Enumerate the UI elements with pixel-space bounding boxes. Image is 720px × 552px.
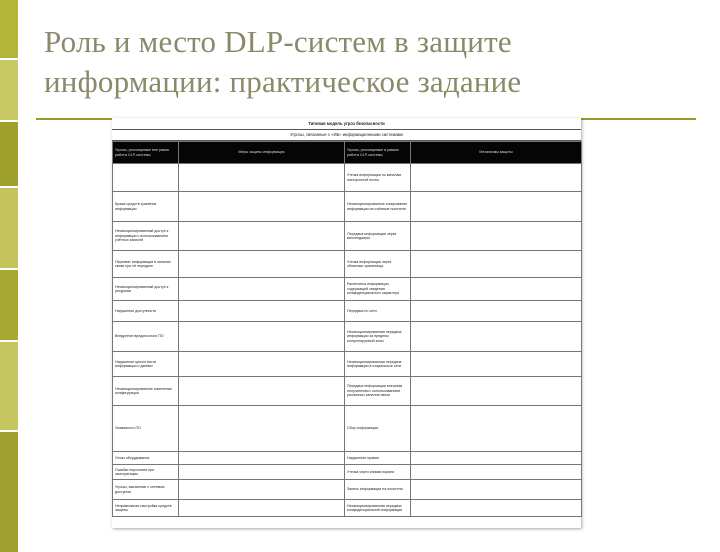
table-cell bbox=[179, 192, 345, 222]
table-row bbox=[113, 164, 582, 192]
table-cell bbox=[179, 465, 345, 480]
table-cell bbox=[179, 352, 345, 377]
table-cell: Несанкционированный доступ к информации с использованием учётных записей bbox=[113, 222, 179, 251]
slide-title bbox=[44, 22, 684, 102]
table-cell: Утечка через снимки экрана bbox=[345, 465, 411, 480]
table-row bbox=[113, 278, 582, 301]
table-row bbox=[113, 452, 582, 465]
embedded-document bbox=[112, 118, 581, 528]
table-cell: Уязвимости ПО bbox=[113, 406, 179, 452]
sidebar-segment bbox=[0, 342, 18, 430]
table-cell bbox=[179, 278, 345, 301]
table-row bbox=[113, 251, 582, 278]
table-cell: Отказ оборудования bbox=[113, 452, 179, 465]
table-row bbox=[113, 222, 582, 251]
table-cell: Нарушение доступности bbox=[113, 301, 179, 322]
table-cell: Утечка информации через облачные хранилища bbox=[345, 251, 411, 278]
table-cell: Несанкционированное изменение конфигурации bbox=[113, 377, 179, 406]
sidebar-segment bbox=[0, 0, 18, 58]
table-cell bbox=[411, 192, 582, 222]
table-row bbox=[113, 480, 582, 500]
header-cell: Угрозы, реализуемые в рамках работы DLP-системы bbox=[345, 142, 411, 164]
table-cell: Внедрение вредоносного ПО bbox=[113, 322, 179, 352]
table-row bbox=[113, 500, 582, 517]
table-row bbox=[113, 465, 582, 480]
table-cell: Несанкционированная передача информации за пределы контролируемой зоны bbox=[345, 322, 411, 352]
table-cell bbox=[411, 480, 582, 500]
sidebar-accent-bar bbox=[0, 0, 18, 540]
slide-title-line-1: Роль и место DLP-систем в защите bbox=[44, 24, 512, 59]
table-row bbox=[113, 377, 582, 406]
table-cell bbox=[411, 352, 582, 377]
table-cell: Несанкционированный доступ к ресурсам bbox=[113, 278, 179, 301]
header-cell: Механизмы защиты bbox=[411, 142, 582, 164]
table-cell: Несанкционированная передача конфиденциальной информации bbox=[345, 500, 411, 517]
table-cell: Распечатка информации, содержащей сведения конфиденциального характера bbox=[345, 278, 411, 301]
table-cell: Угрозы, связанные с сетевым доступом bbox=[113, 480, 179, 500]
table-cell bbox=[411, 301, 582, 322]
table-cell: Нарушение целостности информации и данных bbox=[113, 352, 179, 377]
table-cell bbox=[179, 251, 345, 278]
table-cell bbox=[411, 278, 582, 301]
header-cell: Меры защиты информации bbox=[179, 142, 345, 164]
table-cell bbox=[411, 377, 582, 406]
table-cell: Несанкционированная передача информации в социальные сети bbox=[345, 352, 411, 377]
table-row bbox=[113, 301, 582, 322]
sidebar-segment bbox=[0, 432, 18, 552]
table-cell bbox=[179, 377, 345, 406]
table-header-row bbox=[113, 142, 582, 164]
document-title: Типовая модель угроз безопасности bbox=[112, 118, 581, 130]
table-cell: Сбор информации bbox=[345, 406, 411, 452]
table-cell bbox=[411, 465, 582, 480]
sidebar-segment bbox=[0, 122, 18, 186]
slide-title-line-2: информации: практическое задание bbox=[44, 64, 522, 99]
sidebar-segment bbox=[0, 60, 18, 120]
threat-model-table bbox=[112, 141, 582, 517]
table-cell bbox=[113, 164, 179, 192]
table-cell: Утечка информации по каналам электронной почты bbox=[345, 164, 411, 192]
table-cell bbox=[411, 164, 582, 192]
table-cell bbox=[411, 452, 582, 465]
table-cell: Неправильная настройка средств защиты bbox=[113, 500, 179, 517]
table-cell bbox=[179, 322, 345, 352]
sidebar-segment bbox=[0, 270, 18, 340]
document-subtitle: Угрозы, связанные с «ИБ» информационными системами bbox=[112, 129, 581, 141]
sidebar-segment bbox=[0, 188, 18, 268]
table-cell: Передача информации внешним получателям с использованием различных каналов связи bbox=[345, 377, 411, 406]
table-row bbox=[113, 352, 582, 377]
table-cell: Ошибки персонала при эксплуатации bbox=[113, 465, 179, 480]
table-row bbox=[113, 192, 582, 222]
table-cell bbox=[411, 500, 582, 517]
table-cell: Перехват информации в каналах связи при её передаче bbox=[113, 251, 179, 278]
table-cell bbox=[179, 452, 345, 465]
table-cell: Передача по сети bbox=[345, 301, 411, 322]
table-cell bbox=[179, 480, 345, 500]
table-cell bbox=[179, 164, 345, 192]
table-cell bbox=[179, 301, 345, 322]
table-cell bbox=[411, 222, 582, 251]
table-cell: Несанкционированное копирование информации на съёмные носители bbox=[345, 192, 411, 222]
table-cell bbox=[411, 406, 582, 452]
table-cell bbox=[179, 406, 345, 452]
table-row bbox=[113, 322, 582, 352]
table-cell: Кража средств хранения информации bbox=[113, 192, 179, 222]
table-cell: Передача информации через мессенджеры bbox=[345, 222, 411, 251]
table-row bbox=[113, 406, 582, 452]
header-cell: Угрозы, реализуемые вне рамок работы DLP-системы bbox=[113, 142, 179, 164]
table-cell bbox=[411, 322, 582, 352]
table-cell bbox=[411, 251, 582, 278]
table-cell bbox=[179, 222, 345, 251]
table-cell: Нарушение правил bbox=[345, 452, 411, 465]
table-cell bbox=[179, 500, 345, 517]
table-cell: Запись информации на носители bbox=[345, 480, 411, 500]
